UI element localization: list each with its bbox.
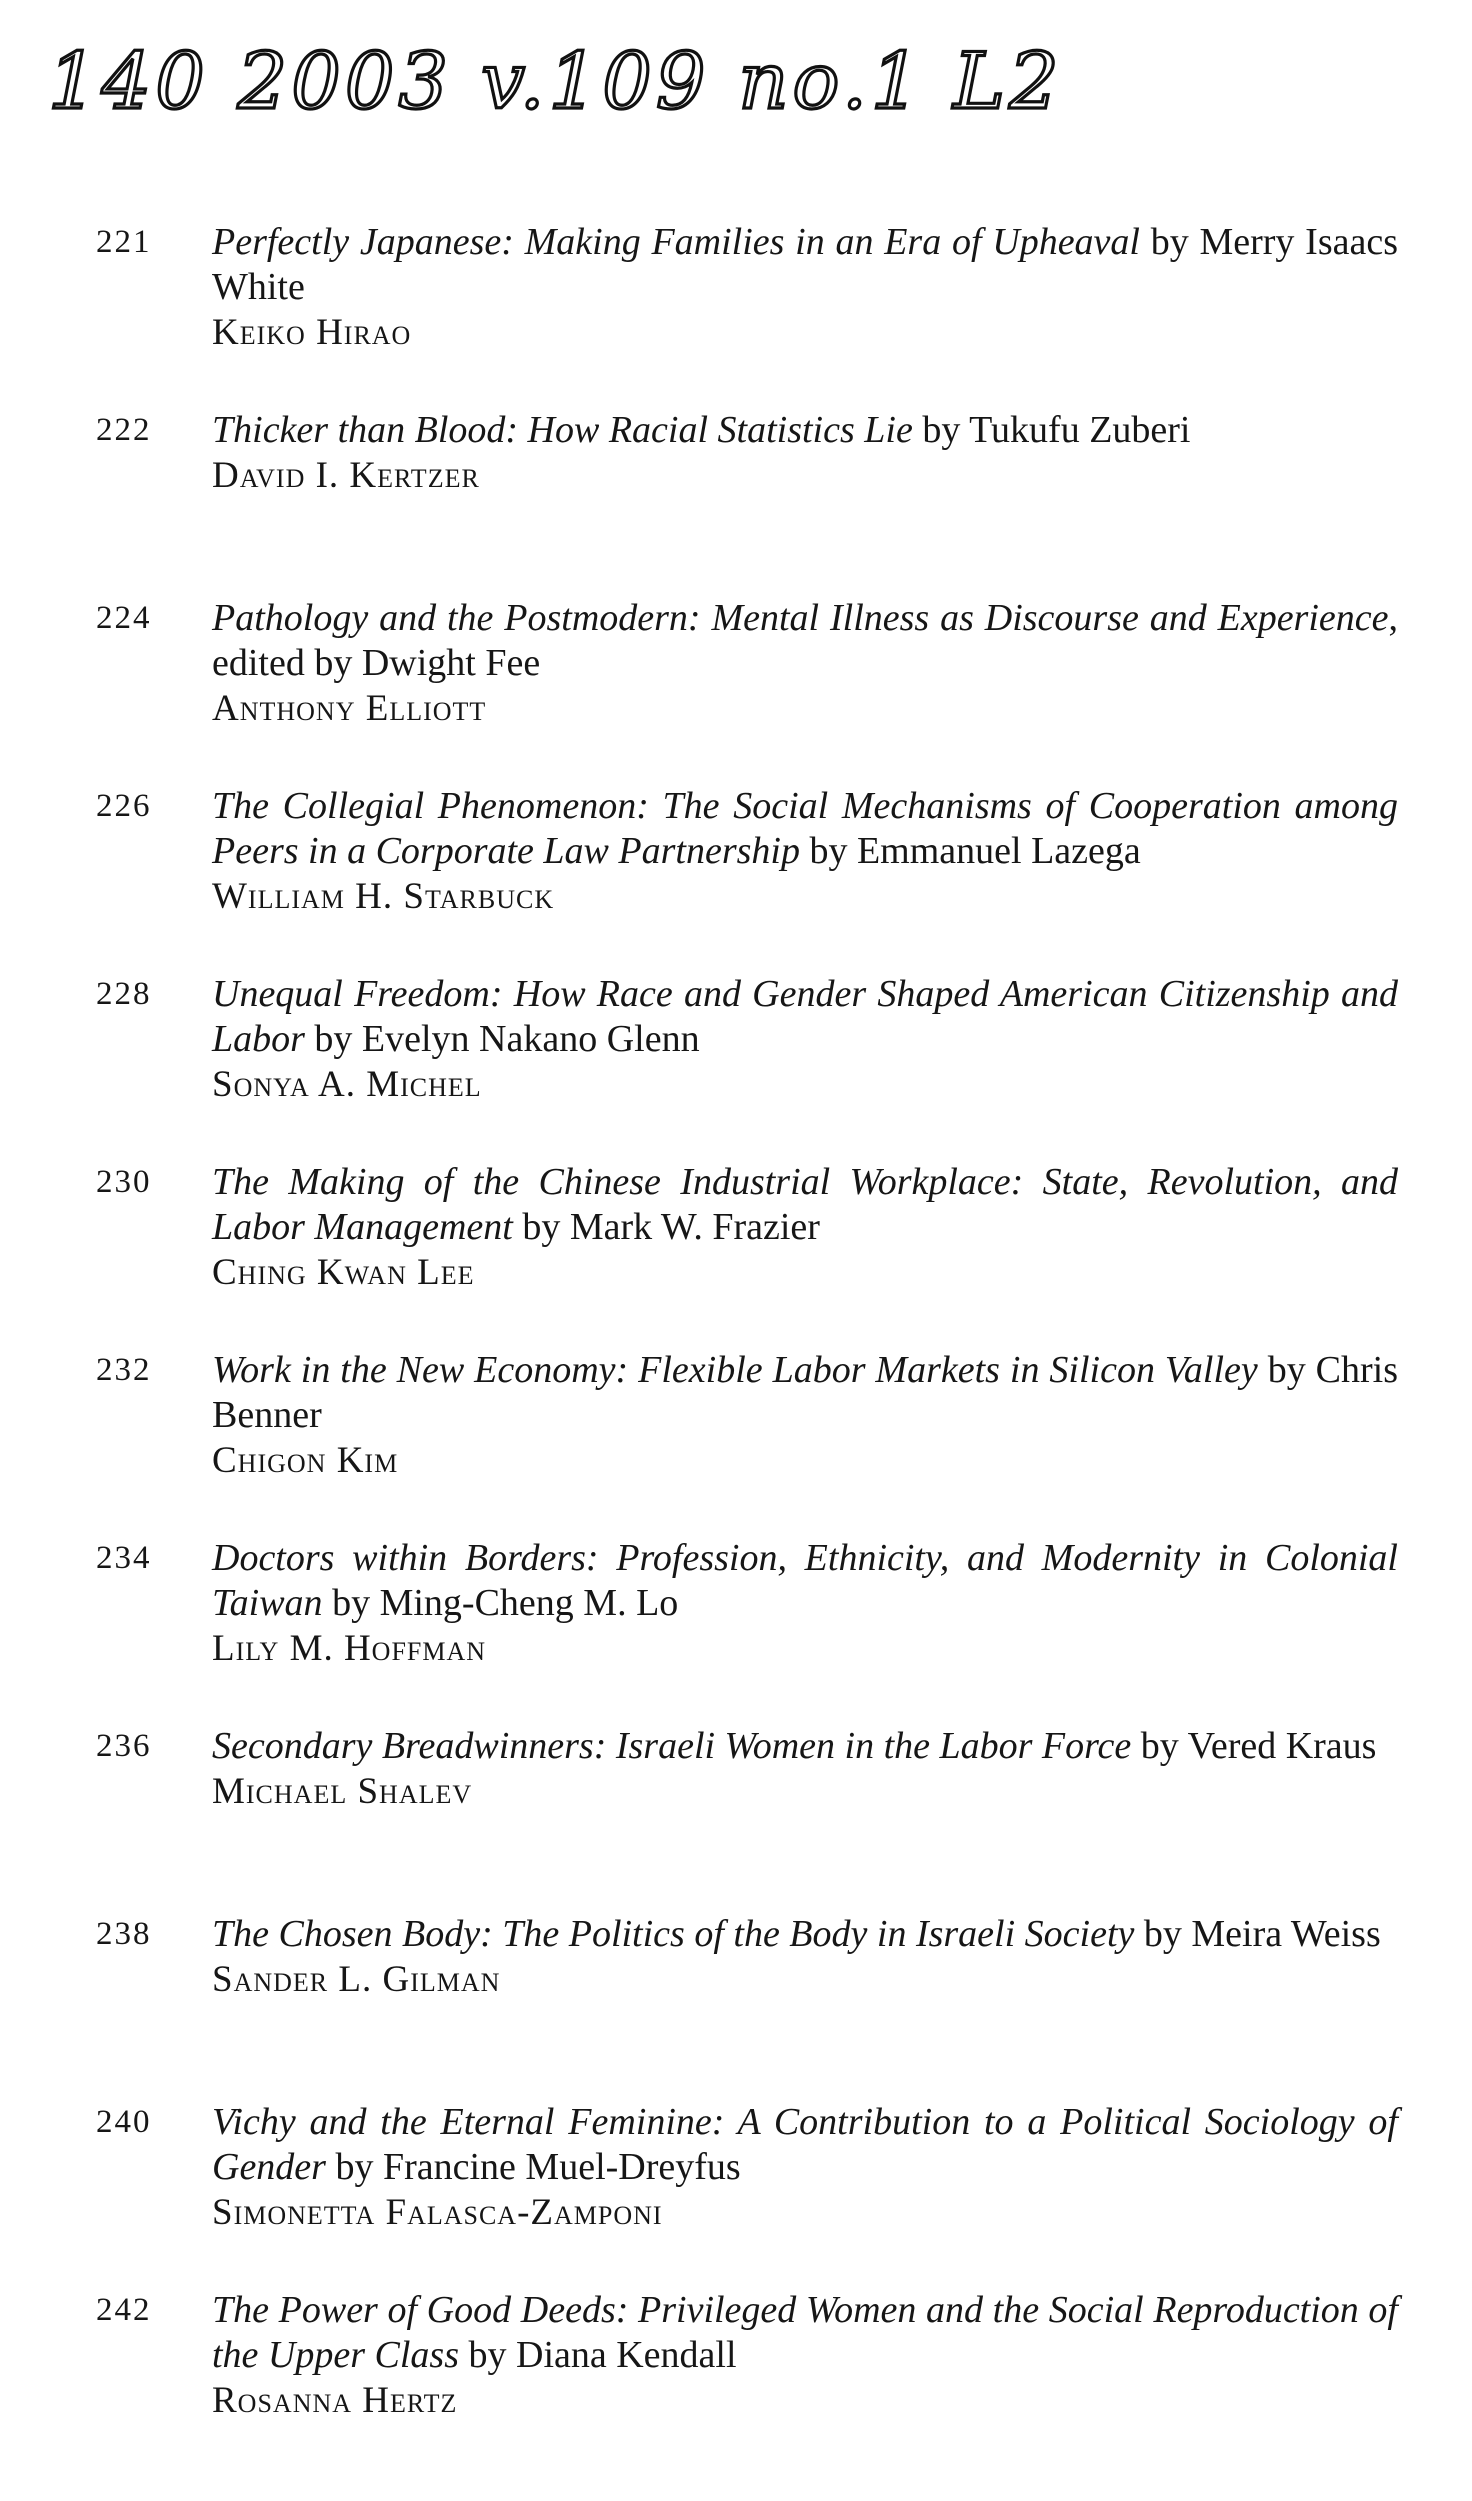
book-author: Vered Kraus xyxy=(1187,1725,1377,1767)
citation-connector: by xyxy=(1139,221,1200,263)
list-item xyxy=(0,2280,1472,2468)
reviewer-name: Sonya A. Michel xyxy=(212,1064,482,1105)
page-number: 238 xyxy=(96,1916,152,1952)
entry-body xyxy=(212,1348,1398,1483)
list-item xyxy=(0,2092,1472,2280)
entry-body xyxy=(212,1160,1398,1295)
list-item xyxy=(0,1528,1472,1716)
citation-connector: by xyxy=(322,1582,380,1624)
page-number: 226 xyxy=(96,788,152,824)
book-author: Francine Muel-Dreyfus xyxy=(382,2146,741,2188)
page-number: 232 xyxy=(96,1352,152,1388)
citation-connector: by xyxy=(799,830,857,872)
book-author: Chris Benner xyxy=(212,1349,1399,1436)
page-number: 224 xyxy=(96,600,152,636)
book-citation xyxy=(212,2288,1398,2378)
book-title: Pathology and the Postmodern: Mental Illness as Discourse and Experience xyxy=(212,597,1389,639)
reviewer-name: Keiko Hirao xyxy=(212,312,412,353)
book-author: Meira Weiss xyxy=(1191,1913,1381,1955)
reviewer-name: Simonetta Falasca-Zamponi xyxy=(212,2192,663,2233)
list-item xyxy=(0,212,1472,400)
entry-body xyxy=(212,596,1398,731)
page-number: 236 xyxy=(96,1728,152,1764)
book-citation xyxy=(212,2100,1398,2190)
book-title: Vichy and the Eternal Feminine: A Contribution to a Political Sociology of Gender xyxy=(212,2101,1398,2188)
list-item xyxy=(0,400,1472,588)
list-item xyxy=(0,588,1472,776)
citation-connector: by xyxy=(1257,1349,1316,1391)
book-title: The Power of Good Deeds: Privileged Women and the Social Reproduction of the Upper Class xyxy=(212,2289,1398,2376)
book-citation xyxy=(212,220,1398,310)
list-item xyxy=(0,1152,1472,1340)
reviewer-name: Sander L. Gilman xyxy=(212,1959,501,2000)
handwritten-call-number xyxy=(0,0,1472,150)
citation-connector: by xyxy=(912,409,970,451)
entry-body xyxy=(212,2100,1398,2235)
book-citation xyxy=(212,1912,1398,1957)
book-citation xyxy=(212,972,1398,1062)
list-item xyxy=(0,776,1472,964)
book-title: Doctors within Borders: Profession, Ethnicity, and Modernity in Colonial Taiwan xyxy=(212,1537,1398,1624)
citation-connector: by xyxy=(304,1018,362,1060)
book-title: The Collegial Phenomenon: The Social Mechanisms of Cooperation among Peers in a Corporate Law Partnership xyxy=(212,785,1398,872)
book-title: Secondary Breadwinners: Israeli Women in the Labor Force xyxy=(212,1725,1132,1767)
book-title: The Making of the Chinese Industrial Workplace: State, Revolution, and Labor Management xyxy=(212,1161,1398,1248)
book-author: Merry Isaacs White xyxy=(212,221,1398,308)
book-author: Emmanuel Lazega xyxy=(856,830,1141,872)
book-author: Mark W. Frazier xyxy=(569,1206,820,1248)
page-number: 228 xyxy=(96,976,152,1012)
entry-body xyxy=(212,1724,1398,1814)
reviewer-name: William H. Starbuck xyxy=(212,876,555,917)
citation-connector: , edited by xyxy=(212,597,1398,684)
book-title: Work in the New Economy: Flexible Labor Markets in Silicon Valley xyxy=(212,1349,1258,1391)
page-number: 222 xyxy=(96,412,152,448)
handwritten-annotation xyxy=(0,0,1472,150)
book-citation xyxy=(212,408,1398,453)
book-citation xyxy=(212,1160,1398,1250)
entry-body xyxy=(212,1912,1398,2002)
review-list xyxy=(0,212,1472,2468)
citation-connector: by xyxy=(325,2146,383,2188)
list-item xyxy=(0,1340,1472,1528)
book-author: Ming-Cheng M. Lo xyxy=(379,1582,679,1624)
book-citation xyxy=(212,1348,1398,1438)
book-author: Dwight Fee xyxy=(361,642,541,684)
book-citation xyxy=(212,1724,1398,1769)
citation-connector: by xyxy=(1131,1725,1188,1767)
book-citation xyxy=(212,784,1398,874)
reviewer-name: Rosanna Hertz xyxy=(212,2380,458,2421)
reviewer-name: Michael Shalev xyxy=(212,1771,473,1812)
page-number: 230 xyxy=(96,1164,152,1200)
book-title: Perfectly Japanese: Making Families in an Era of Upheaval xyxy=(212,221,1140,263)
reviewer-name: David I. Kertzer xyxy=(212,455,480,496)
entry-body xyxy=(212,220,1398,355)
entry-body xyxy=(212,1536,1398,1671)
list-item xyxy=(0,964,1472,1152)
list-item xyxy=(0,1716,1472,1904)
book-title: Unequal Freedom: How Race and Gender Shaped American Citizenship and Labor xyxy=(212,973,1398,1060)
entry-body xyxy=(212,972,1398,1107)
citation-connector: by xyxy=(512,1206,570,1248)
page-number: 221 xyxy=(96,224,152,260)
book-author: Diana Kendall xyxy=(516,2334,737,2376)
page-number: 242 xyxy=(96,2292,152,2328)
page-number: 240 xyxy=(96,2104,152,2140)
entry-body xyxy=(212,2288,1398,2423)
book-title: Thicker than Blood: How Racial Statistics Lie xyxy=(212,409,913,451)
book-citation xyxy=(212,596,1398,686)
reviewer-name: Lily M. Hoffman xyxy=(212,1628,487,1669)
reviewer-name: Ching Kwan Lee xyxy=(212,1252,475,1293)
reviewer-name: Anthony Elliott xyxy=(212,688,487,729)
list-item xyxy=(0,1904,1472,2092)
citation-connector: by xyxy=(1134,1913,1192,1955)
book-author: Evelyn Nakano Glenn xyxy=(361,1018,700,1060)
entry-body xyxy=(212,784,1398,919)
citation-connector: by xyxy=(459,2334,516,2376)
page-number: 234 xyxy=(96,1540,152,1576)
book-title: The Chosen Body: The Politics of the Body in Israeli Society xyxy=(212,1913,1135,1955)
book-author: Tukufu Zuberi xyxy=(969,409,1191,451)
handwritten-note-text: 140 2003 v.109 no.1 L2 xyxy=(48,37,1063,127)
entry-body xyxy=(212,408,1398,498)
book-citation xyxy=(212,1536,1398,1626)
reviewer-name: Chigon Kim xyxy=(212,1440,399,1481)
